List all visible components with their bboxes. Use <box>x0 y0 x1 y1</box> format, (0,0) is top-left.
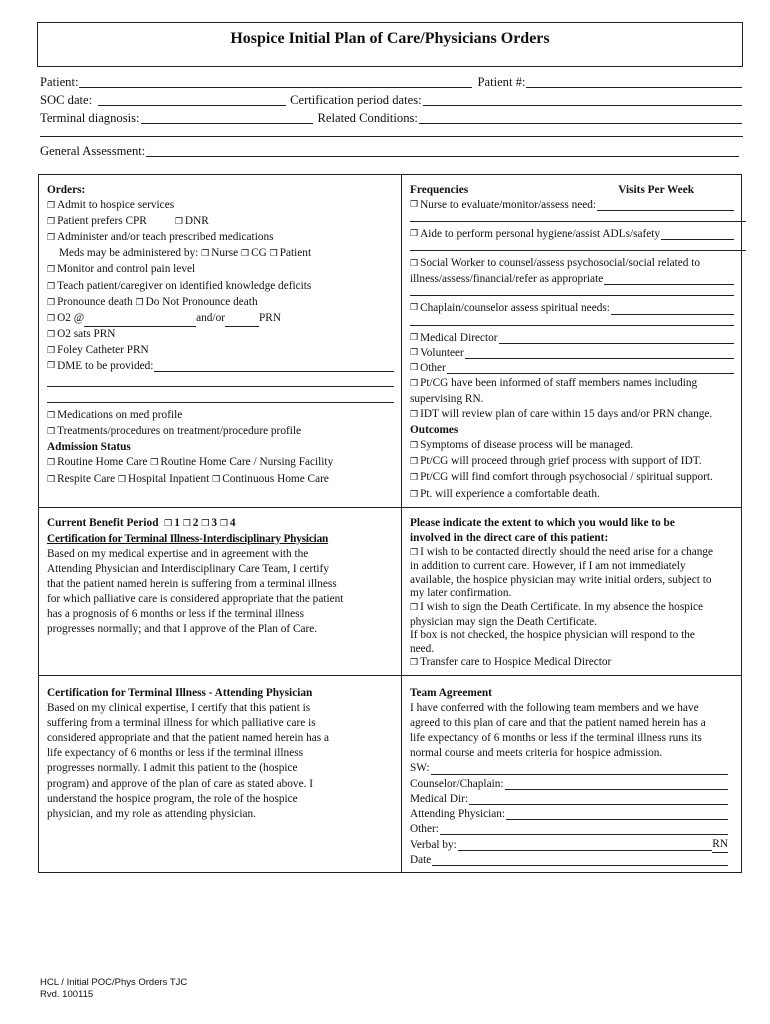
involvement-heading-2: involved in the direct care of this patient: <box>410 531 609 544</box>
rn-label: RN <box>712 837 728 853</box>
admission-respite: ❒ Respite Care ❒ Hospital Inpatient ❒ Continuous Home Care <box>47 472 329 485</box>
checkbox-icon[interactable]: ❒ <box>201 249 210 260</box>
order-foley: ❒ Foley Catheter PRN <box>47 343 149 356</box>
frequencies-heading: Frequencies <box>410 184 469 196</box>
attending-cert-line: Based on my clinical expertise, I certify that this patient is <box>47 702 311 715</box>
checkbox-icon[interactable]: ❒ <box>47 233 56 244</box>
checkbox-icon[interactable]: ❒ <box>410 457 419 468</box>
footer-form-id: HCL / Initial POC/Phys Orders TJC <box>40 977 188 988</box>
sw-visits-field[interactable] <box>604 273 734 285</box>
freq-informed: ❒ Pt/CG have been informed of staff members names including <box>410 376 698 389</box>
order-admit[interactable]: ❒ Admit to hospice services <box>47 199 175 212</box>
outcome-4: ❒ Pt. will experience a comfortable death. <box>410 487 600 500</box>
checkbox-icon[interactable]: ❒ <box>174 217 183 228</box>
team-verbal: Verbal by: RN <box>410 837 728 853</box>
checkbox-icon[interactable]: ❒ <box>47 281 56 292</box>
patient-field[interactable] <box>79 75 472 88</box>
attending-cert-line: progresses normally. I admit this patient to the (hospice <box>47 762 298 775</box>
checkbox-icon[interactable]: ❒ <box>47 458 56 469</box>
checkbox-icon[interactable]: ❒ <box>410 410 419 421</box>
checkbox-icon[interactable]: ❒ <box>410 547 419 558</box>
checkbox-icon[interactable]: ❒ <box>410 602 419 613</box>
involvement-contact-line: my later confirmation. <box>410 587 512 600</box>
team-line: life expectancy of 6 months or less if the terminal illness runs its <box>410 732 702 745</box>
checkbox-icon[interactable]: ❒ <box>219 518 228 529</box>
attending-cert-line: physician, and my role as attending physician. <box>47 807 256 820</box>
general-assessment-label: General Assessment: <box>40 144 146 158</box>
checkbox-icon[interactable]: ❒ <box>410 347 419 358</box>
idp-cert-line: for which palliative care is considered appropriate that the patient <box>47 593 344 606</box>
freq-social-worker: ❒ Social Worker to counsel/assess psychosocial/social related to <box>410 257 701 270</box>
aide-visits-field[interactable] <box>661 228 734 240</box>
team-attending: Attending Physician: <box>410 807 728 822</box>
order-cpr-dnr: ❒ Patient prefers CPR ❒ DNR <box>47 215 209 228</box>
attending-cert-line: life expectancy of 6 months or less if the terminal illness <box>47 747 303 760</box>
o2-rate-field[interactable] <box>84 315 196 327</box>
patient-label: Patient: <box>40 75 79 89</box>
involvement-note: If box is not checked, the hospice physician will respond to the <box>410 629 695 642</box>
checkbox-icon[interactable]: ❒ <box>269 249 278 260</box>
footer-revision: Rvd. 100115 <box>40 989 94 1000</box>
blank-line[interactable] <box>40 136 743 137</box>
checkbox-icon[interactable]: ❒ <box>410 378 419 389</box>
freq-volunteer: ❒ Volunteer <box>410 346 734 361</box>
checkbox-icon[interactable]: ❒ <box>47 474 56 485</box>
verbal-by-field[interactable] <box>458 839 713 851</box>
team-line: agreed to this plan of care and that the patient named herein has a <box>410 717 706 730</box>
checkbox-icon[interactable]: ❒ <box>47 297 56 308</box>
checkbox-icon[interactable]: ❒ <box>47 345 56 356</box>
team-medical-dir: Medical Dir: <box>410 792 728 807</box>
idp-cert-line: that the patient named herein is suffering from a terminal illness <box>47 577 337 590</box>
orders-cell <box>39 175 402 508</box>
checkbox-icon[interactable]: ❒ <box>47 361 56 372</box>
involvement-heading: Please indicate the extent to which you would like to be <box>410 516 675 529</box>
team-counselor: Counselor/Chaplain: <box>410 777 728 792</box>
freq-aide: ❒ Aide to perform personal hygiene/assist ADLs/safety <box>410 227 734 242</box>
order-teach: ❒ Teach patient/caregiver on identified knowledge deficits <box>47 279 312 292</box>
order-pronounce: ❒ Pronounce death ❒ Do Not Pronounce death <box>47 295 258 308</box>
patient-number-field[interactable] <box>526 75 742 88</box>
involvement-death-cert-line: physician may sign the Death Certificate. <box>410 615 597 628</box>
page-title: Hospice Initial Plan of Care/Physicians Orders <box>230 30 550 47</box>
freq-medical-director: ❒ Medical Director <box>410 331 734 346</box>
checkbox-icon[interactable]: ❒ <box>182 518 191 529</box>
outcome-2: ❒ Pt/CG will proceed through grief process with support of IDT. <box>410 455 702 468</box>
footer <box>40 977 187 1001</box>
team-cell <box>402 675 742 872</box>
admission-status-heading: Admission Status <box>47 441 131 454</box>
attending-cert-line: understand the hospice program, the role of the hospice <box>47 792 298 805</box>
checkbox-icon[interactable]: ❒ <box>117 474 127 485</box>
visits-heading: Visits Per Week <box>618 184 694 196</box>
dme-line-2[interactable] <box>47 374 394 387</box>
attending-cell <box>39 675 402 872</box>
volunteer-field[interactable] <box>465 347 734 359</box>
chaplain-line-2[interactable] <box>410 317 734 326</box>
checkbox-icon[interactable]: ❒ <box>410 332 419 343</box>
counselor-signature-field[interactable] <box>505 778 728 790</box>
cert-period-label: Certification period dates: <box>290 93 422 107</box>
cert-period-field[interactable] <box>423 93 742 106</box>
order-med-profile: ❒ Medications on med profile <box>47 409 183 422</box>
involvement-contact: ❒ I wish to be contacted directly should the need arise for a change <box>410 545 714 558</box>
medical-dir-signature-field[interactable] <box>469 793 728 805</box>
outcomes-heading: Outcomes <box>410 424 459 437</box>
checkbox-icon[interactable]: ❒ <box>47 217 56 228</box>
checkbox-icon[interactable]: ❒ <box>410 473 419 484</box>
team-date: Date <box>410 853 728 868</box>
benefit-period-row: Current Benefit Period ❒ 1 ❒ 2 ❒ 3 ❒ 4 <box>47 516 236 529</box>
checkbox-icon[interactable]: ❒ <box>410 441 419 452</box>
title-box <box>37 22 743 67</box>
freq-nurse: ❒ Nurse to evaluate/monitor/assess need: <box>410 198 734 213</box>
soc-row <box>40 92 744 108</box>
attending-cert-line: suffering from a terminal illness for which palliative care is <box>47 717 316 730</box>
chaplain-visits-field[interactable] <box>611 303 734 315</box>
attending-cert-line: program) and approve of the plan of care as stated above. I <box>47 777 313 790</box>
checkbox-icon[interactable]: ❒ <box>47 201 56 212</box>
attending-cert-heading: Certification for Terminal Illness - Attending Physician <box>47 686 313 699</box>
order-meds-by: Meds may be administered by: ❒ Nurse ❒ CG ❒ Patient <box>59 247 312 260</box>
frequencies-heading-row <box>410 183 734 198</box>
team-heading: Team Agreement <box>410 686 492 699</box>
checkbox-icon[interactable]: ❒ <box>150 458 159 469</box>
checkbox-icon[interactable]: ❒ <box>410 489 419 500</box>
orders-heading: Orders: <box>47 184 86 196</box>
terminal-diagnosis-field[interactable] <box>141 111 313 124</box>
checkbox-icon[interactable]: ❒ <box>47 329 56 340</box>
order-o2: ❒ O2 @ and/or PRN <box>47 311 394 327</box>
checkbox-icon[interactable]: ❒ <box>410 229 419 240</box>
involvement-contact-line: available, the hospice physician may write initial orders, subject to <box>410 573 712 586</box>
soc-date-field[interactable] <box>98 93 286 106</box>
team-line: normal course and meets criteria for hospice admission. <box>410 747 663 760</box>
freq-social-worker-2: illness/assess/financial/refer as appropriate <box>410 272 734 287</box>
idp-cert-line: Attending Physician and Interdisciplinary Care Team, I certify <box>47 562 329 575</box>
order-treatments: ❒ Treatments/procedures on treatment/procedure profile <box>47 425 302 438</box>
team-sw: SW: <box>410 761 728 776</box>
other-signature-field[interactable] <box>440 823 728 835</box>
medical-director-field[interactable] <box>499 332 734 344</box>
checkbox-icon[interactable]: ❒ <box>47 313 56 324</box>
team-line: I have conferred with the following team members and we have <box>410 702 699 715</box>
freq-informed-2: supervising RN. <box>410 392 484 405</box>
sw-signature-field[interactable] <box>431 763 728 775</box>
date-field[interactable] <box>432 854 728 866</box>
freq-other: ❒ Other <box>410 361 734 376</box>
team-other: Other: <box>410 822 728 837</box>
related-conditions-field[interactable] <box>419 111 742 124</box>
orders-table <box>38 174 742 873</box>
checkbox-icon[interactable]: ❒ <box>47 427 56 438</box>
terminal-diagnosis-label: Terminal diagnosis: <box>40 111 140 125</box>
checkbox-icon[interactable]: ❒ <box>410 259 419 270</box>
idp-cert-line: progresses normally; and that I approve of the Plan of Care. <box>47 623 318 636</box>
involvement-cell <box>402 507 742 675</box>
soc-date-label: SOC date: <box>40 93 93 107</box>
aide-line-2[interactable] <box>410 242 746 251</box>
idp-cert-line: Based on my medical expertise and in agreement with the <box>47 547 309 560</box>
general-assessment-field[interactable] <box>146 144 739 157</box>
freq-idt: ❒ IDT will review plan of care within 15 days and/or PRN change. <box>410 408 713 421</box>
checkbox-icon[interactable]: ❒ <box>241 249 250 260</box>
order-o2-sats: ❒ O2 sats PRN <box>47 327 116 340</box>
checkbox-icon[interactable]: ❒ <box>410 362 419 373</box>
order-pain: ❒ Monitor and control pain level <box>47 263 196 276</box>
freq-chaplain: ❒ Chaplain/counselor assess spiritual needs: <box>410 301 734 316</box>
sw-line-2[interactable] <box>410 287 734 296</box>
dme-field[interactable] <box>154 360 394 372</box>
nurse-visits-field[interactable] <box>597 199 734 211</box>
outcome-3: ❒ Pt/CG will find comfort through psychosocial / spiritual support. <box>410 471 713 484</box>
benefit-cell <box>39 507 402 675</box>
admission-routine: ❒ Routine Home Care ❒ Routine Home Care / Nursing Facility <box>47 456 334 469</box>
order-administer: ❒ Administer and/or teach prescribed medications <box>47 231 274 244</box>
checkbox-icon[interactable]: ❒ <box>47 265 56 276</box>
general-row <box>40 143 741 159</box>
checkbox-icon[interactable]: ❒ <box>212 474 221 485</box>
checkbox-icon[interactable]: ❒ <box>201 518 210 529</box>
diagnosis-row <box>40 110 744 126</box>
frequencies-cell <box>402 175 742 508</box>
patient-row <box>40 74 744 90</box>
involvement-transfer: ❒ Transfer care to Hospice Medical Director <box>410 656 612 669</box>
o2-prn-field[interactable] <box>225 315 259 327</box>
other-field[interactable] <box>447 362 734 374</box>
involvement-contact-line: in addition to current care. However, if I am not immediately <box>410 560 686 573</box>
checkbox-icon[interactable]: ❒ <box>410 303 419 314</box>
checkbox-icon[interactable]: ❒ <box>135 297 144 308</box>
checkbox-icon[interactable]: ❒ <box>47 411 56 422</box>
related-conditions-label: Related Conditions: <box>317 111 418 125</box>
checkbox-icon[interactable]: ❒ <box>164 518 173 529</box>
idp-cert-heading: Certification for Terminal Illness-Interdisciplinary Physician <box>47 532 329 545</box>
idp-cert-line: has a prognosis of 6 months or less if the terminal illness <box>47 608 304 621</box>
outcome-1: ❒ Symptoms of disease process will be managed. <box>410 439 634 452</box>
involvement-note-line: need. <box>410 642 435 655</box>
attending-cert-line: considered appropriate and that the patient named herein has a <box>47 732 329 745</box>
order-dme: ❒ DME to be provided: <box>47 359 394 374</box>
dme-line-3[interactable] <box>47 392 394 403</box>
checkbox-icon[interactable]: ❒ <box>410 200 419 211</box>
involvement-death-cert: ❒ I wish to sign the Death Certificate. In my absence the hospice <box>410 600 704 613</box>
checkbox-icon[interactable]: ❒ <box>410 658 419 669</box>
nurse-line-2[interactable] <box>410 213 746 222</box>
attending-signature-field[interactable] <box>506 808 728 820</box>
patient-number-label: Patient #: <box>477 75 526 89</box>
